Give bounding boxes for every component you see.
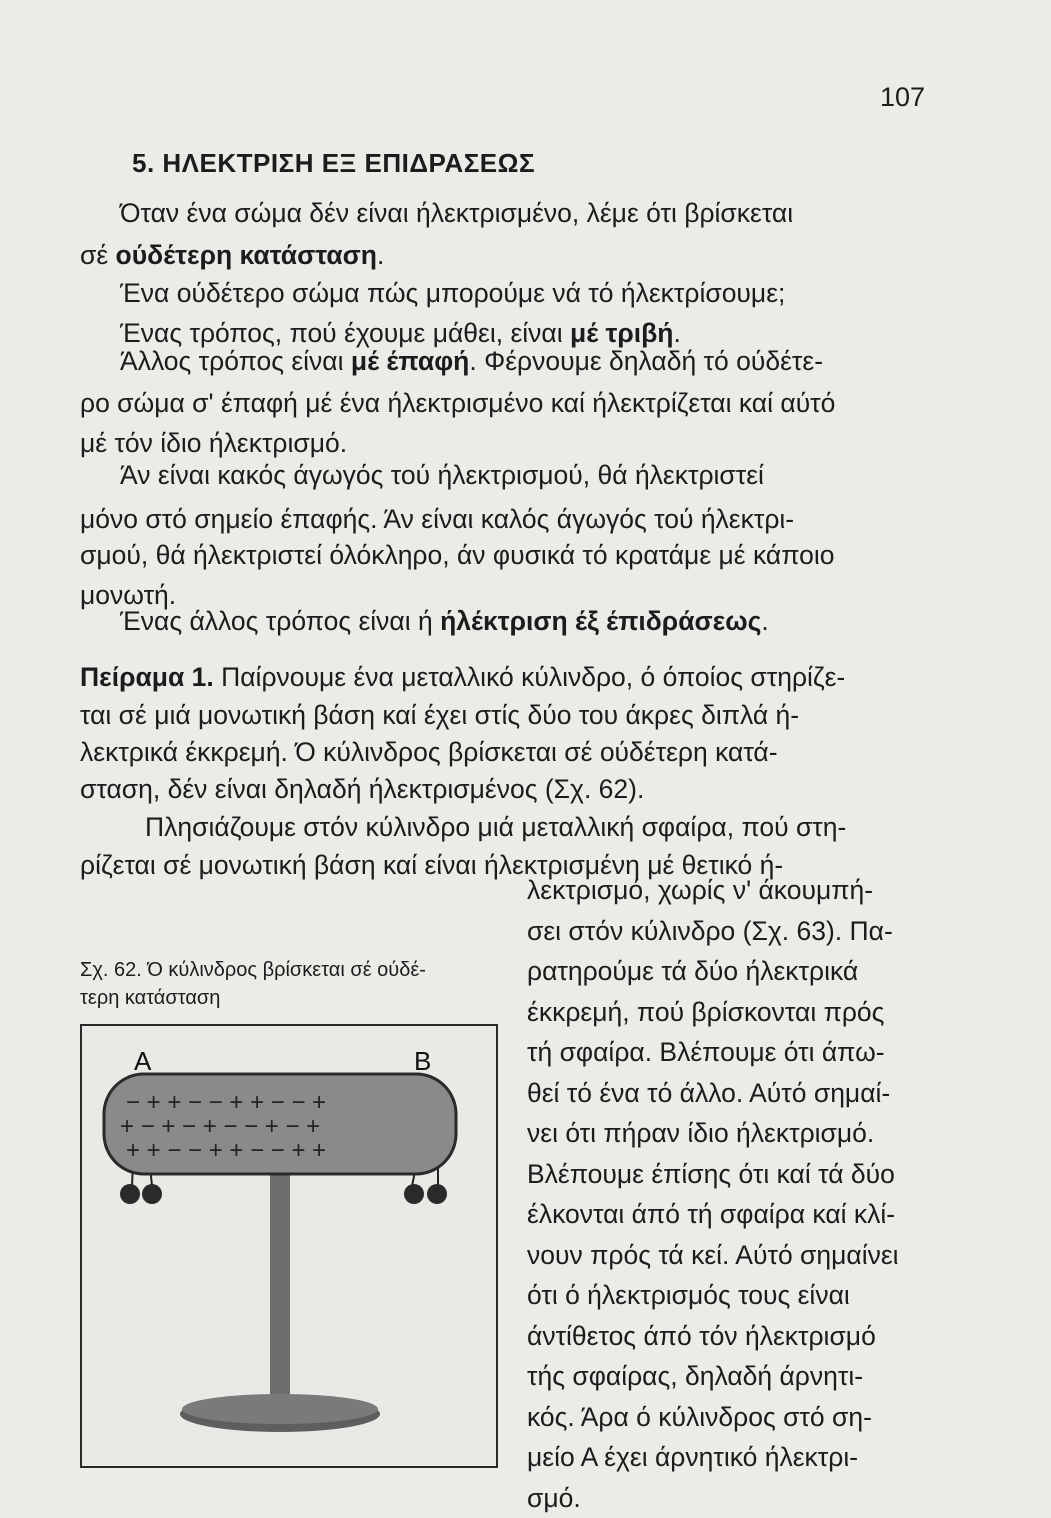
pendulum-ball-a1 [120, 1184, 140, 1204]
text-span: . [377, 240, 384, 270]
bold-term: ούδέτερη κατάσταση [116, 240, 377, 270]
column-line: κός. Άρα ό κύλινδρος στό ση- [527, 1397, 947, 1438]
caption-line: τερη κατάσταση [80, 984, 500, 1012]
bold-term: μέ έπαφή [351, 346, 469, 376]
column-line: Βλέπουμε έπίσης ότι καί τά δύο [527, 1154, 947, 1195]
column-line: μείο Α έχει άρνητικό ήλεκτρι- [527, 1437, 947, 1478]
figure-62 [80, 1024, 498, 1468]
text-line: Άν είναι κακός άγωγός τού ήλεκτρισμού, θά ήλεκτριστεί [120, 460, 980, 490]
text-line [80, 240, 940, 270]
text-line: μόνο στό σημείο έπαφής. Άν είναι καλός άγωγός τού ήλεκτρι- [80, 504, 940, 534]
column-line: σμό. [527, 1478, 947, 1518]
experiment-label: Πείραμα 1. [80, 662, 214, 692]
text-line: σταση, δέν είναι δηλαδή ήλεκτρισμένος (Σχ. 62). [80, 774, 940, 804]
column-line: τής σφαίρας, δηλαδή άρνητι- [527, 1356, 947, 1397]
column-line: έκκρεμή, πού βρίσκονται πρός [527, 992, 947, 1033]
text-line: σμού, θά ήλεκτριστεί όλόκληρο, άν φυσικά τό κρατάμε μέ κάποιο [80, 540, 940, 570]
text-line: μέ τόν ίδιο ήλεκτρισμό. [80, 428, 940, 458]
column-line: ρατηρούμε τά δύο ήλεκτρικά [527, 951, 947, 992]
text-line: ρο σώμα σ' έπαφή μέ ένα ήλεκτρισμένο καί ήλεκτρίζεται καί αύτό [80, 388, 940, 418]
column-line: σει στόν κύλινδρο (Σχ. 63). Πα- [527, 911, 947, 952]
charge-row-2: + − + − + − − + − + [120, 1113, 320, 1140]
text-span: Ένας άλλος τρόπος είναι ή [120, 606, 440, 636]
text-span: σέ [80, 240, 116, 270]
text-span: Παίρνουμε ένα μεταλλικό κύλινδρο, ό όποίος στηρίζε- [214, 662, 846, 692]
text-line [120, 606, 980, 636]
text-line [120, 346, 980, 376]
text-line: ται σέ μιά μονωτική βάση καί έχει στίς δύο του άκρες διπλά ή- [80, 700, 940, 730]
pendulum-ball-a2 [142, 1184, 162, 1204]
text-line [80, 662, 940, 692]
pendulum-ball-b2 [427, 1184, 447, 1204]
text-span: . [673, 318, 680, 348]
right-column [527, 870, 947, 1518]
charge-row-3: + + − − + + − − + + [126, 1137, 326, 1164]
cylinder-illustration [82, 1026, 496, 1466]
stand-base-top [182, 1394, 378, 1424]
text-line [120, 318, 980, 348]
section-heading: 5. ΗΛΕΚΤΡΙΣΗ ΕΞ ΕΠΙΔΡΑΣΕΩΣ [132, 148, 535, 179]
column-line: τή σφαίρα. Βλέπουμε ότι άπω- [527, 1032, 947, 1073]
text-line [120, 198, 980, 228]
column-line: νουν πρός τά κεί. Αύτό σημαίνει [527, 1235, 947, 1276]
text-span: Ένα ούδέτερο σώμα πώς μπορούμε νά τό ήλεκτρίσουμε; [120, 278, 785, 308]
column-line: άντίθετος άπό τόν ήλεκτρισμό [527, 1316, 947, 1357]
text-line: μονωτή. [80, 580, 940, 610]
page-number: 107 [880, 82, 925, 113]
text-span: Όταν ένα σώμα δέν είναι ήλεκτρισμένο, λέμε ότι βρίσκεται [120, 198, 793, 228]
figure-caption [80, 956, 500, 1012]
charge-row-1: − + + − − + + − − + [126, 1089, 326, 1116]
text-line [120, 278, 980, 308]
column-line: λεκτρισμό, χωρίς ν' άκουμπή- [527, 870, 947, 911]
text-line: Πλησιάζουμε στόν κύλινδρο μιά μεταλλική σφαίρα, πού στη- [145, 812, 1005, 842]
bold-term: ήλέκτριση έξ έπιδράσεως [440, 606, 761, 636]
text-span: . Φέρνουμε δηλαδή τό ούδέτε- [469, 346, 823, 376]
column-line: θεί τό ένα τό άλλο. Αύτό σημαί- [527, 1073, 947, 1114]
label-a: Α [134, 1046, 152, 1076]
text-span: Ένας τρόπος, πού έχουμε μάθει, είναι [120, 318, 570, 348]
column-line: έλκονται άπό τή σφαίρα καί κλί- [527, 1194, 947, 1235]
bold-term: μέ τριβή [570, 318, 673, 348]
text-span: Άλλος τρόπος είναι [120, 346, 351, 376]
text-line: ρίζεται σέ μονωτική βάση καί είναι ήλεκτρισμένη μέ θετικό ή- [80, 850, 940, 880]
column-line: ότι ό ήλεκτρισμός τους είναι [527, 1275, 947, 1316]
text-span: . [761, 606, 768, 636]
label-b: Β [414, 1046, 431, 1076]
caption-line: Σχ. 62. Ό κύλινδρος βρίσκεται σέ ούδέ- [80, 956, 500, 984]
text-line: λεκτρικά έκκρεμή. Ό κύλινδρος βρίσκεται σέ ούδέτερη κατά- [80, 737, 940, 767]
column-line: νει ότι πήραν ίδιο ήλεκτρισμό. [527, 1113, 947, 1154]
pendulum-ball-b1 [404, 1184, 424, 1204]
